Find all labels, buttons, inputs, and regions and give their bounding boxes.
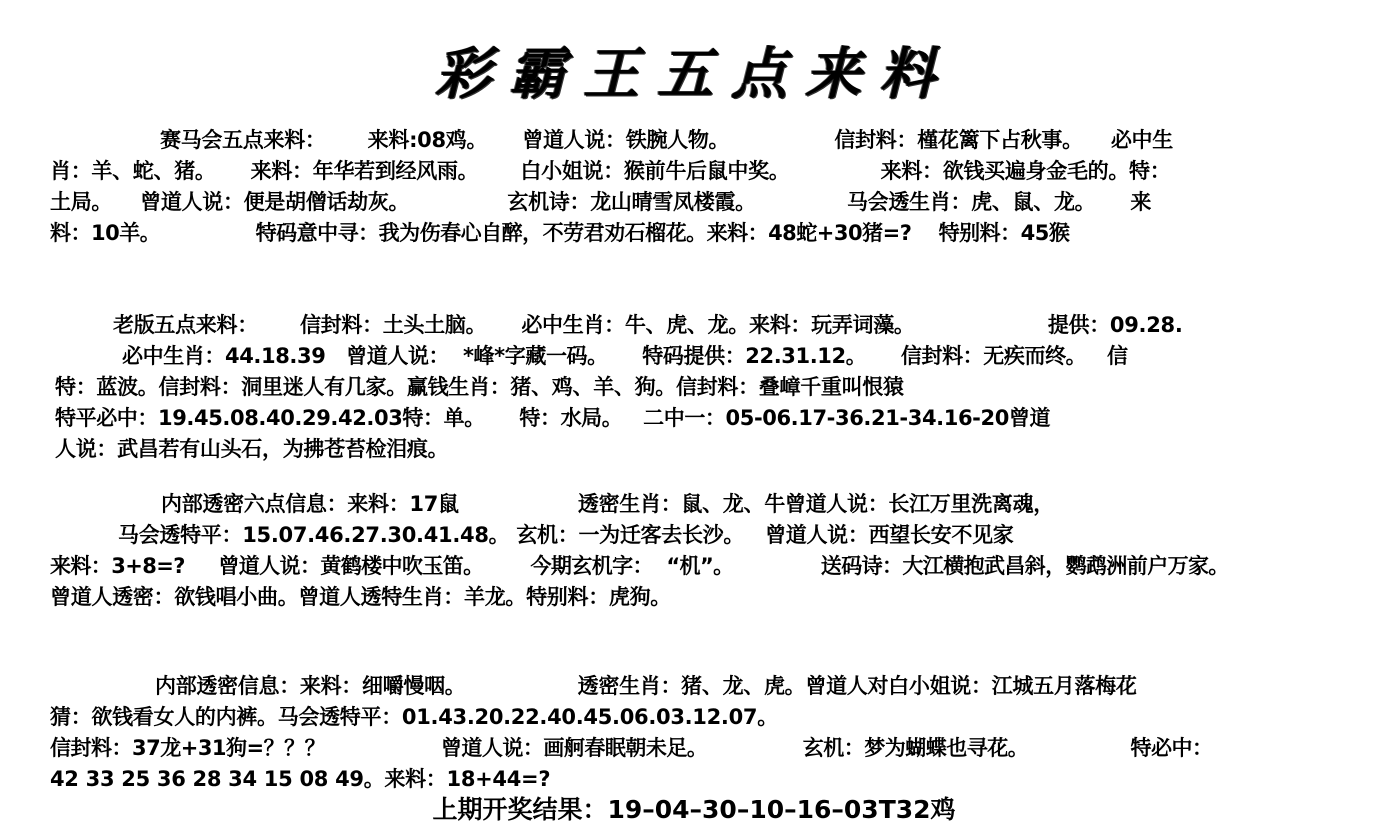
section2-line-3: 特：蓝波。信封料：洞里迷人有几家。赢钱生肖：猪、鸡、羊、狗。信封料：叠嶂千重叫恨猿 — [55, 375, 904, 399]
section3-line-1: 内部透密六点信息：来料：17鼠 透密生肖：鼠、龙、牛曾道人说：长江万里洗离魂， — [161, 492, 1055, 516]
section3-line-4: 曾道人透密：欲钱唱小曲。曾道人透特生肖：羊龙。特别料：虎狗。 — [50, 585, 671, 609]
section1-line-1: 赛马会五点来料： 来料:08鸡。 曾道人说：铁腕人物。 信封料：槿花篱下占秋事。 必中生 — [160, 128, 1173, 152]
section4-line-2: 猜：欲钱看女人的内裤。马会透特平：01.43.20.22.40.45.06.03.12.07。 — [50, 705, 778, 729]
section2-line-1: 老版五点来料： 信封料：土头土脑。 必中生肖：牛、虎、龙。来料：玩弄词藻。 提供：09.28. — [113, 313, 1183, 337]
section1-line-4: 料：10羊。 特码意中寻：我为伤春心自醉，不劳君劝石榴花。来料：48蛇+30猪=? 特别料：45猴 — [50, 221, 1070, 245]
page-title: 彩霸王五点来料 — [435, 41, 953, 107]
section4-line-4: 42 33 25 36 28 34 15 08 49。来料：18+44=? — [50, 767, 551, 791]
section2-line-4: 特平必中：19.45.08.40.29.42.03特：单。 特：水局。 二中一：05-06.17-36.21-34.16-20曾道 — [55, 406, 1051, 430]
section2-line-5: 人说：武昌若有山头石，为拂苍苔检泪痕。 — [55, 437, 449, 461]
section1-line-3: 土局。 曾道人说：便是胡僧话劫灰。 玄机诗：龙山晴雪凤楼霞。 马会透生肖：虎、鼠、龙。 来 — [50, 190, 1152, 214]
section1-line-2: 肖：羊、蛇、猪。 来料：年华若到经风雨。 白小姐说：猴前牛后鼠中奖。 来料：欲钱买遍身金毛的。特： — [50, 159, 1171, 183]
section4-line-1: 内部透密信息：来料：细嚼慢咽。 透密生肖：猪、龙、虎。曾道人对白小姐说：江城五月落梅花 — [155, 674, 1137, 698]
last-draw-result: 上期开奖结果：19–04–30–10–16–03T32鸡 — [432, 795, 956, 824]
section3-line-2: 马会透特平：15.07.46.27.30.41.48。 玄机：一为迁客去长沙。 曾道人说：西望长安不见家 — [118, 523, 1014, 547]
section4-line-3: 信封料：37龙+31狗=？？？ 曾道人说：画舸春眠朝未足。 玄机：梦为蝴蝶也寻花。 特必中： — [50, 736, 1213, 760]
section2-line-2: 必中生肖：44.18.39 曾道人说： *峰*字藏一码。 特码提供：22.31.12。 信封料：无疾而终。 信 — [122, 344, 1128, 368]
section3-line-3: 来料：3+8=? 曾道人说：黄鹤楼中吹玉笛。 今期玄机字： “机”。 送码诗：大江横抱武昌斜，鹦鹉洲前户万家。 — [50, 554, 1229, 578]
